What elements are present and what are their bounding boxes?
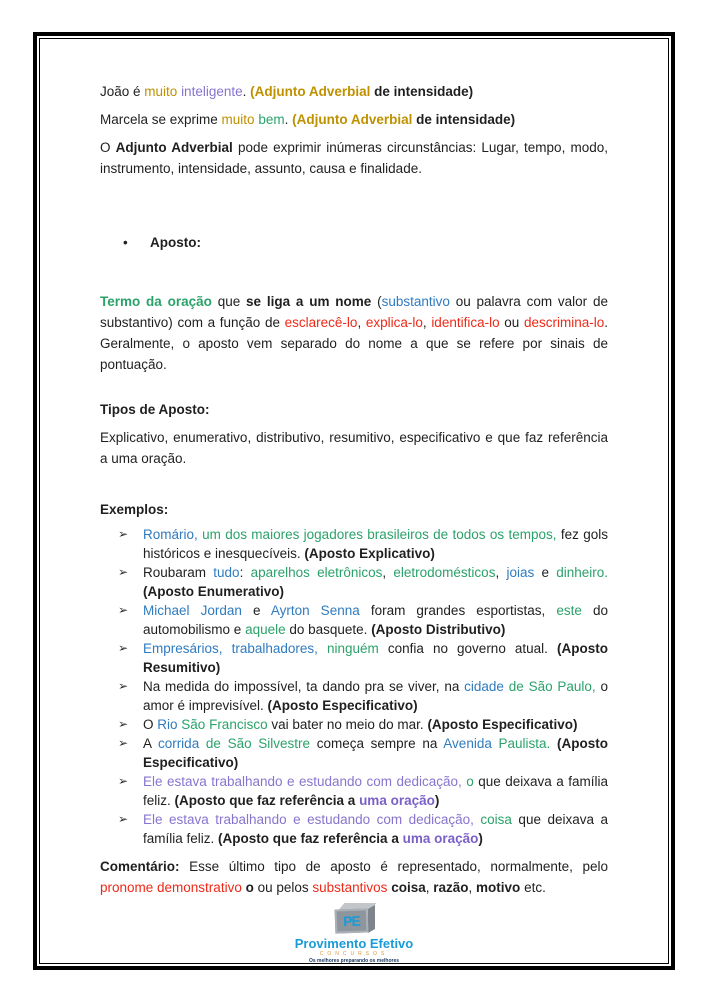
list-item xyxy=(100,601,608,639)
list-item xyxy=(100,639,608,677)
logo-initials: PE xyxy=(342,912,361,929)
list-item-text: Empresários, trabalhadores, ninguém confia no governo atual. (Aposto Resumitivo) xyxy=(143,641,608,675)
list-item xyxy=(100,734,608,772)
cube-front-face xyxy=(335,908,369,933)
logo-name: Provimento Efetivo xyxy=(294,936,414,951)
list-item xyxy=(100,677,608,715)
example-sentence-joao: João é muito inteligente. (Adjunto Adverbial de intensidade) xyxy=(100,84,474,99)
cube-side-face xyxy=(368,905,375,933)
list-item-text: Michael Jordan e Ayrton Senna foram grandes esportistas, este do automobilismo e aquele do basquete. (Aposto Distributivo) xyxy=(143,603,609,637)
page-border-frame xyxy=(33,32,675,970)
list-item xyxy=(100,772,608,810)
tipos-de-aposto-heading: Tipos de Aposto: xyxy=(100,402,210,417)
arrow-bullet-icon: ➢ xyxy=(118,603,129,617)
list-item-text: Roubaram tudo: aparelhos eletrônicos, eletrodomésticos, joias e dinheiro. (Aposto Enumerativo) xyxy=(143,565,608,599)
adjunto-adverbial-paragraph: O Adjunto Adverbial pode exprimir inúmeras circunstâncias: Lugar, tempo, modo, instrumento, intensidade, assunto, causa e finalidade. xyxy=(100,140,608,176)
arrow-bullet-icon: ➢ xyxy=(118,717,129,731)
list-item-text: Ele estava trabalhando e estudando com dedicação, o que deixava a família feliz. (Aposto que faz referência a uma oração) xyxy=(143,774,608,808)
tipos-de-aposto-body: Explicativo, enumerativo, distributivo, resumitivo, especificativo e que faz referência a uma oração. xyxy=(100,430,608,466)
logo-subtitle: CONCURSOS xyxy=(319,951,389,957)
comentario-paragraph: Comentário: Esse último tipo de aposto é representado, normalmente, pelo pronome demonstrativo o ou pelos substantivos coisa, razão, motivo etc. xyxy=(100,859,608,895)
aposto-heading-label: Aposto: xyxy=(150,235,201,250)
round-bullet-icon: • xyxy=(123,235,128,250)
list-item xyxy=(100,810,608,848)
example-sentence-marcela: Marcela se exprime muito bem. (Adjunto Adverbial de intensidade) xyxy=(100,112,516,127)
provimento-efetivo-logo xyxy=(100,903,608,964)
list-item-text: Romário, um dos maiores jogadores brasileiros de todos os tempos, fez gols históricos e inesquecíveis. (Aposto Explicativo) xyxy=(143,527,608,561)
list-item xyxy=(100,715,608,734)
arrow-bullet-icon: ➢ xyxy=(118,812,129,826)
arrow-bullet-icon: ➢ xyxy=(118,679,129,693)
list-item xyxy=(100,563,608,601)
arrow-bullet-icon: ➢ xyxy=(118,774,129,788)
arrow-bullet-icon: ➢ xyxy=(118,565,129,579)
arrow-bullet-icon: ➢ xyxy=(118,527,129,541)
list-item-text: Na medida do impossível, ta dando pra se viver, na cidade de São Paulo, o amor é imprevisível. (Aposto Especificativo) xyxy=(143,679,608,713)
pe-cube-logo-icon xyxy=(331,903,377,935)
page-border-inner xyxy=(39,38,669,964)
termo-da-oracao-paragraph: Termo da oração que se liga a um nome (substantivo ou palavra com valor de substantivo) com a função de esclarecê-lo, explica-lo, identifica-lo ou descrimina-lo. Geralmente, o aposto vem separado do nome a que se refere por sinais de pontuação. xyxy=(100,294,609,372)
logo-tagline: Os melhores preparando os melhores xyxy=(308,958,400,964)
document-content xyxy=(40,39,668,964)
arrow-bullet-icon: ➢ xyxy=(118,641,129,655)
list-item-text: O Rio São Francisco vai bater no meio do mar. (Aposto Especificativo) xyxy=(143,717,578,732)
exemplos-heading: Exemplos: xyxy=(100,502,169,517)
examples-list xyxy=(100,525,608,848)
list-item-text: A corrida de São Silvestre começa sempre na Avenida Paulista. (Aposto Especificativo) xyxy=(143,736,608,770)
arrow-bullet-icon: ➢ xyxy=(118,736,129,750)
aposto-heading xyxy=(100,232,608,253)
list-item-text: Ele estava trabalhando e estudando com dedicação, coisa que deixava a família feliz. (Aposto que faz referência a uma oração) xyxy=(143,812,608,846)
list-item xyxy=(100,525,608,563)
